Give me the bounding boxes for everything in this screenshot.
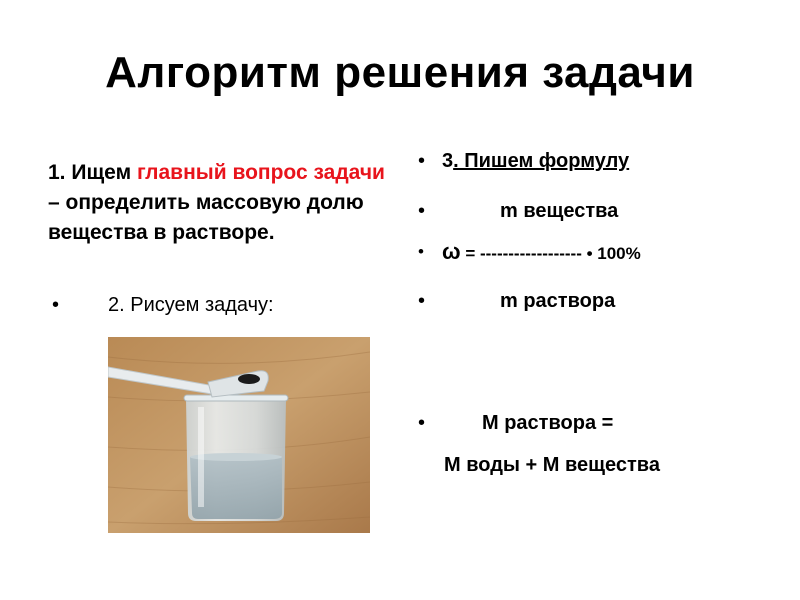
mass-formula-text1: M раствора = — [482, 412, 614, 434]
step1-suffix: – определить массовую долю вещества в растворе. — [48, 191, 364, 244]
step1-text — [48, 158, 388, 248]
step1-prefix: 1. Ищем — [48, 161, 137, 184]
bullet-icon: • — [52, 294, 60, 316]
denominator-text: m раствора — [500, 290, 616, 312]
step3-text — [442, 150, 629, 173]
fraction-text — [442, 239, 641, 265]
bullet-icon: • — [418, 412, 426, 434]
step3-number: 3 — [442, 150, 454, 172]
slide-title: Алгоритм решения задачи — [105, 48, 695, 97]
step2-text: 2. Рисуем задачу: — [108, 294, 274, 316]
bullet-icon: • — [418, 150, 426, 172]
numerator-text: m вещества — [500, 200, 619, 222]
step3-label: . Пишем формулу — [453, 150, 630, 172]
bullet-icon: • — [418, 290, 426, 312]
fraction-bar: = ------------------ • 100% — [460, 244, 641, 263]
bullet-icon: • — [418, 242, 424, 261]
mass-formula-text2: M воды + M вещества — [444, 454, 660, 476]
beaker-photo — [108, 337, 370, 533]
bullet-icon: • — [418, 200, 426, 222]
omega-icon: ω — [442, 239, 461, 264]
beaker-with-spoon-photo-icon — [108, 337, 370, 533]
step1-highlight: главный вопрос задачи — [136, 161, 385, 184]
